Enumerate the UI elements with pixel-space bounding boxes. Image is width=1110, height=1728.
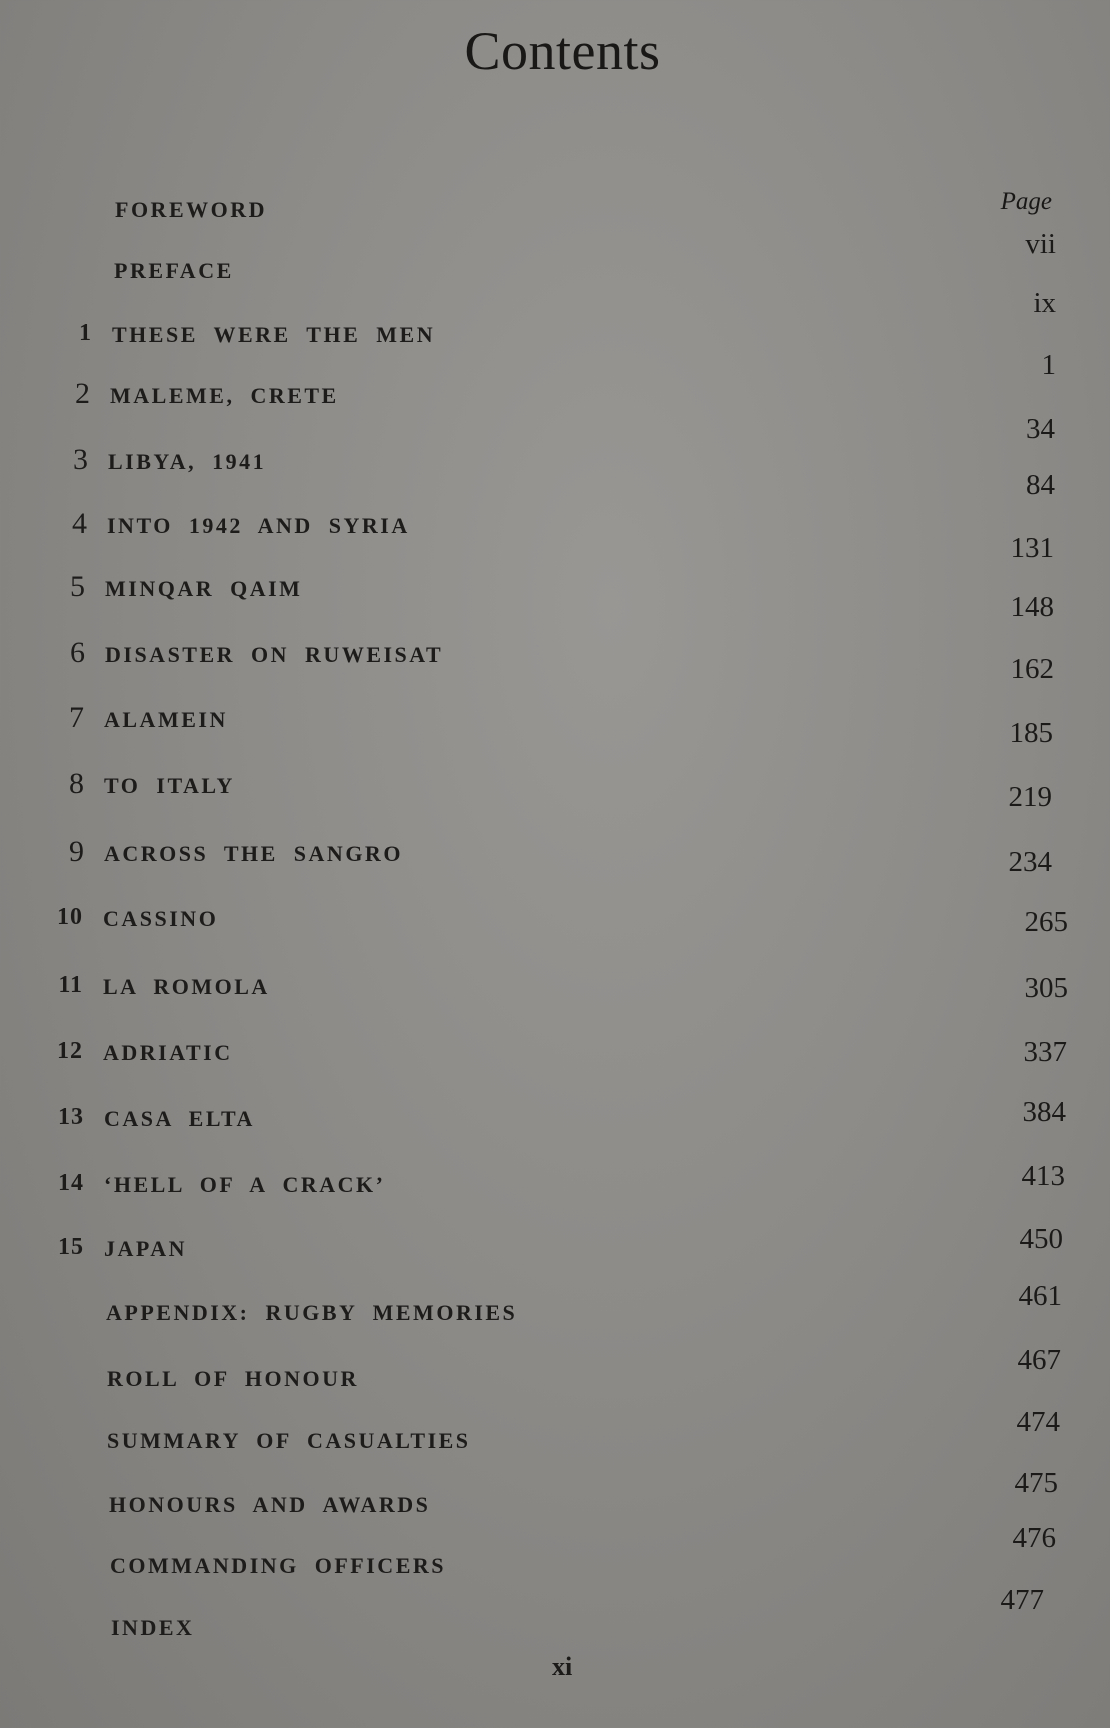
chapter-number: 15: [58, 1234, 84, 1260]
toc-entry-label: CASA ELTA: [104, 1106, 255, 1131]
chapter-number: 10: [57, 904, 83, 930]
toc-entry-page: 450: [1019, 1223, 1063, 1255]
toc-entry-label: LA ROMOLA: [103, 974, 270, 999]
toc-entry-label: TO ITALY: [104, 773, 235, 798]
toc-entry[interactable]: [107, 1428, 471, 1454]
toc-entry[interactable]: [69, 767, 235, 800]
toc-entry-page: 185: [1009, 717, 1053, 749]
toc-entry-page: 461: [1018, 1280, 1062, 1312]
toc-entry-page: 476: [1012, 1522, 1056, 1554]
toc-entry-label: ROLL OF HONOUR: [107, 1366, 359, 1391]
chapter-number: 5: [70, 570, 85, 603]
toc-entry[interactable]: [58, 1104, 255, 1132]
toc-entry-label: HONOURS AND AWARDS: [109, 1492, 431, 1517]
chapter-number: 9: [69, 835, 84, 868]
toc-entry-label: APPENDIX: RUGBY MEMORIES: [106, 1300, 518, 1325]
toc-entry[interactable]: [107, 1366, 359, 1392]
toc-entry-page: 337: [1023, 1036, 1067, 1068]
toc-entry-page: 384: [1022, 1096, 1066, 1128]
toc-entry-page: 305: [1024, 972, 1068, 1004]
chapter-number: 1: [79, 320, 92, 346]
toc-entry-label: CASSINO: [103, 906, 219, 931]
toc-entry[interactable]: [57, 904, 219, 932]
toc-entry[interactable]: [106, 1300, 517, 1326]
toc-entry[interactable]: [114, 258, 234, 284]
toc-entry[interactable]: [72, 507, 410, 540]
toc-entry-label: MALEME, CRETE: [110, 383, 339, 408]
toc-entry-label: ADRIATIC: [103, 1040, 233, 1065]
chapter-number: 4: [72, 507, 87, 540]
toc-entry[interactable]: [109, 1492, 430, 1518]
toc-entry[interactable]: [115, 197, 267, 223]
toc-entry-label: LIBYA, 1941: [108, 449, 267, 474]
toc-entry[interactable]: [58, 1170, 386, 1198]
chapter-number: 14: [58, 1170, 84, 1196]
toc-entry-page: 1: [1041, 349, 1056, 381]
page-title: Contents: [464, 21, 661, 81]
chapter-number: 12: [57, 1038, 83, 1064]
toc-entry-page: 467: [1017, 1344, 1061, 1376]
chapter-number: 7: [69, 701, 84, 734]
chapter-number: 2: [75, 377, 90, 410]
toc-entry-label: SUMMARY OF CASUALTIES: [107, 1428, 471, 1453]
toc-entry-label: COMMANDING OFFICERS: [110, 1553, 446, 1578]
page-folio: xi: [552, 1652, 573, 1681]
toc-entry[interactable]: [79, 320, 436, 348]
toc-entry[interactable]: [75, 377, 339, 410]
chapter-number: 11: [58, 972, 83, 998]
toc-entry-page: 219: [1008, 781, 1052, 813]
toc-entry-page: 148: [1010, 591, 1054, 623]
toc-entry-page: 477: [1000, 1584, 1044, 1616]
toc-entry[interactable]: [110, 1553, 446, 1579]
toc-entry-label: PREFACE: [114, 258, 234, 283]
toc-entry[interactable]: [69, 835, 403, 868]
toc-entry-label: FOREWORD: [115, 197, 267, 222]
toc-entry-page: 162: [1010, 653, 1054, 685]
toc-entry-page: ix: [1033, 287, 1056, 319]
chapter-number: 8: [69, 767, 84, 800]
toc-entry-page: 265: [1024, 906, 1068, 938]
toc-entry[interactable]: [73, 443, 267, 476]
chapter-number: 3: [73, 443, 88, 476]
toc-entry-page: vii: [1025, 228, 1056, 260]
page-column-label: Page: [1000, 188, 1052, 215]
toc-entry-label: ‘HELL OF A CRACK’: [104, 1172, 386, 1197]
toc-entry[interactable]: [70, 636, 444, 669]
toc-entry-page: 474: [1016, 1406, 1060, 1438]
toc-entry[interactable]: [70, 570, 303, 603]
toc-entry-page: 84: [1026, 469, 1055, 501]
toc-entry-label: JAPAN: [104, 1236, 187, 1261]
toc-entry-page: 475: [1014, 1467, 1058, 1499]
toc-entry-label: INDEX: [111, 1615, 195, 1640]
chapter-number: 13: [58, 1104, 84, 1130]
toc-entry-label: ALAMEIN: [104, 707, 228, 732]
toc-entry-page: 234: [1008, 846, 1052, 878]
toc-entry[interactable]: [57, 1038, 233, 1066]
chapter-number: 6: [70, 636, 85, 669]
toc-entry[interactable]: [58, 1234, 187, 1262]
toc-entry-page: 131: [1010, 532, 1054, 564]
toc-entry-label: ACROSS THE SANGRO: [104, 841, 403, 866]
toc-entry[interactable]: [58, 972, 270, 1000]
toc-entry-page: 34: [1026, 413, 1055, 445]
toc-entry-label: THESE WERE THE MEN: [112, 322, 436, 347]
toc-entry[interactable]: [69, 701, 228, 734]
toc-entry-label: MINQAR QAIM: [105, 576, 303, 601]
toc-entry-page: 413: [1021, 1160, 1065, 1192]
toc-entry-label: INTO 1942 AND SYRIA: [107, 513, 410, 538]
toc-entry[interactable]: [111, 1615, 194, 1641]
toc-entry-label: DISASTER ON RUWEISAT: [105, 642, 444, 667]
